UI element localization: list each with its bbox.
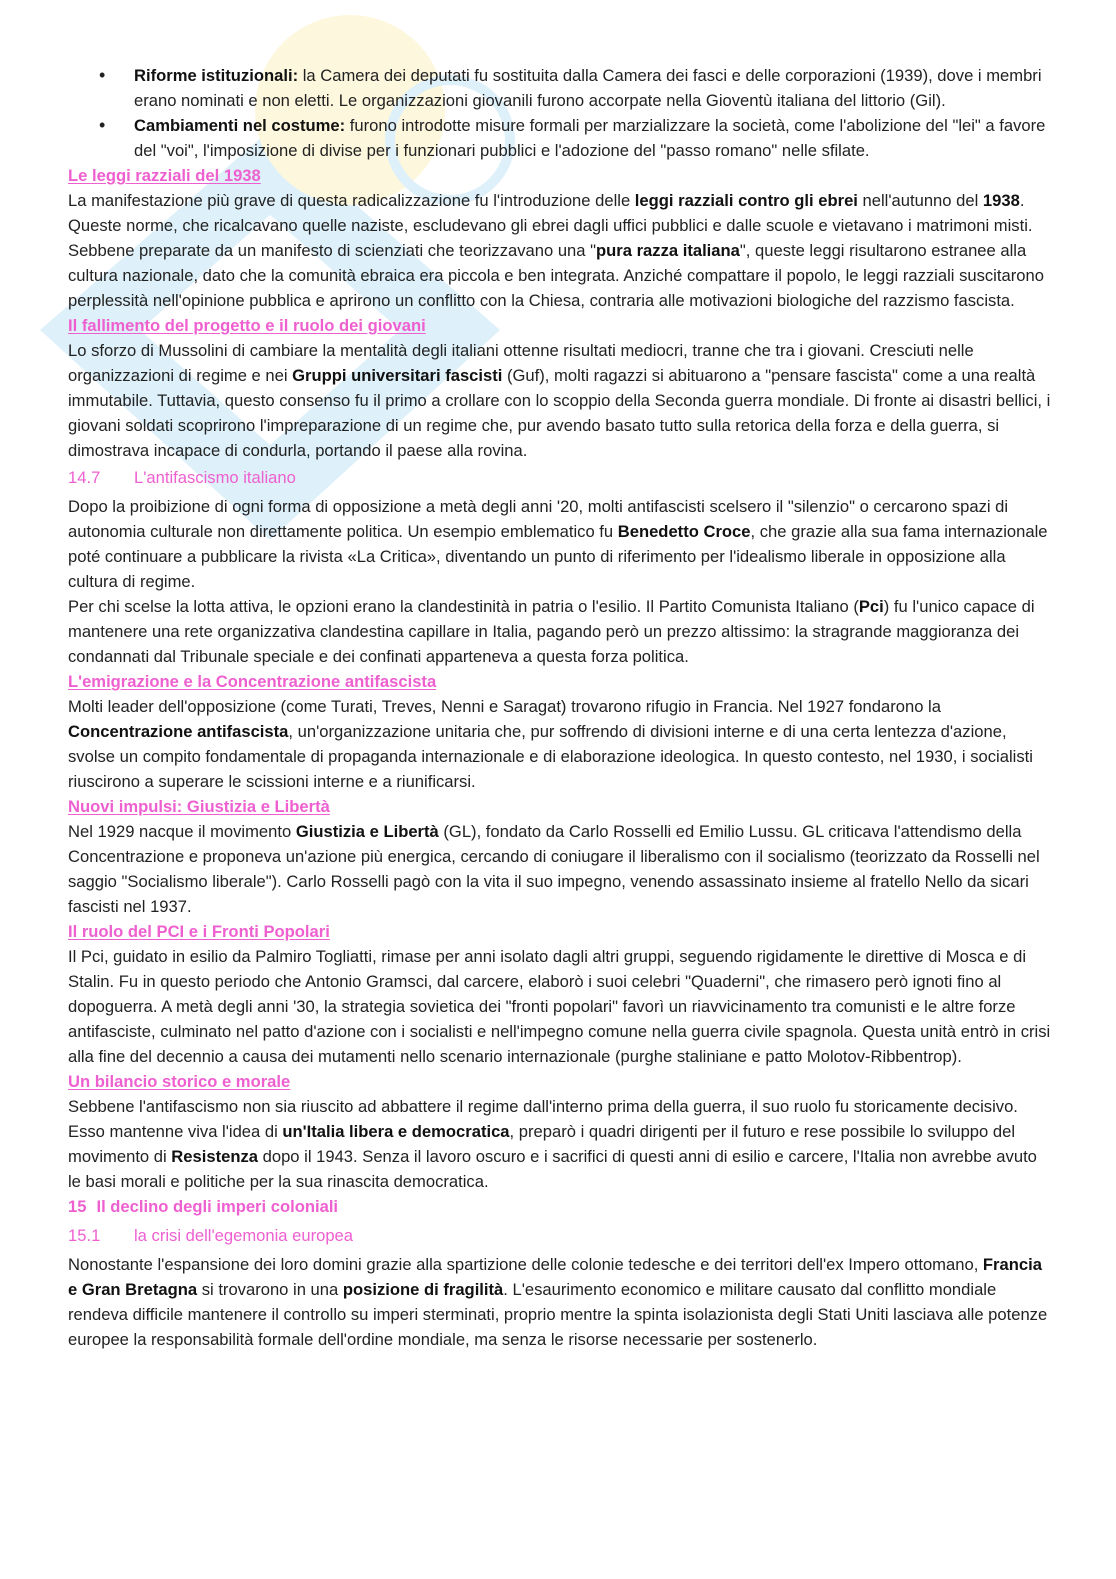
paragraph-crisi-egemonia: Nonostante l'espansione dei loro domini grazie alla spartizione delle colonie tedesche e dei territori dell'ex Impero ottomano, Francia e Gran Bretagna si trovarono in una posizione di fragilità. L'esaurimento economico e militare causato dal conflitto mondiale rendeva difficile mantenere il controllo su imperi sterminati, proprio mentre la spinta isolazionista degli Stati Uniti lasciava alle potenze europee la responsabilità formale dell'ordine mondiale, ma senza le risorse necessarie per sostenerlo.: [68, 1255, 1048, 1349]
document-content: [68, 63, 1054, 1352]
paragraph-giustizia-liberta: Nel 1929 nacque il movimento Giustizia e Libertà (GL), fondato da Carlo Rosselli ed Emilio Lussu. GL criticava l'attendismo della Concentrazione e proponeva un'azione più energica, cercando di coniugare il liberalismo con il socialismo (teorizzato da Rosselli nel saggio "Socialismo liberale"). Carlo Rosselli pagò con la vita il suo impegno, venendo assassinato insieme al fratello Nello da sicari fascisti nel 1937.: [68, 822, 1040, 916]
bullet-item: [134, 113, 1054, 163]
subheading-bilancio: Un bilancio storico e morale: [68, 1072, 291, 1091]
section-heading-14-7: [68, 465, 1054, 490]
chapter-title: Il declino degli imperi coloniali: [96, 1197, 339, 1216]
bullet-text: la Camera dei deputati fu sostituita dalla Camera dei fasci e delle corporazioni (1939), dove i membri erano nominati e non eletti. Le organizzazioni giovanili furono accorpate nella Gioventù italiana del littorio (Gil).: [134, 66, 1042, 110]
paragraph-pci: Il Pci, guidato in esilio da Palmiro Togliatti, rimase per anni isolato dagli altri gruppi, seguendo rigidamente le direttive di Mosca e di Stalin. Fu in questo periodo che Antonio Gramsci, dal carcere, elaborò i suoi celebri "Quaderni", che rimasero però ignoti fino al dopoguerra. A metà degli anni '30, la strategia sovietica dei "fronti popolari" favorì un riavvicinamento tra comunisti e le altre forze antifasciste, culminato nel patto d'azione con i socialisti e nell'impegno comune nella guerra civile spagnola. Questa unità entrò in crisi alla fine del decennio a causa dei mutamenti nello scenario internazionale (purghe staliniane e patto Molotov-Ribbentrop).: [68, 947, 1051, 1066]
paragraph-antifascismo-2: Per chi scelse la lotta attiva, le opzioni erano la clandestinità in patria o l'esilio. Il Partito Comunista Italiano (Pci) fu l'unico capace di mantenere una rete organizzativa clandestina capillare in Italia, pagando però un prezzo altissimo: la stragrande maggioranza dei condannati dal Tribunale speciale e dei confinati apparteneva a questa forza politica.: [68, 597, 1035, 666]
paragraph-leggi-razziali: La manifestazione più grave di questa radicalizzazione fu l'introduzione delle leggi razziali contro gli ebrei nell'autunno del 1938. Queste norme, che ricalcavano quelle naziste, escludevano gli ebrei dagli uffici pubblici e dalle scuole e vietavano i matrimoni misti. Sebbene preparate da un manifesto di scienziati che teorizzavano una "pura razza italiana", queste leggi risultarono estranee alla cultura nazionale, dato che la comunità ebraica era piccola e ben integrata. Anziché compattare il popolo, le leggi razziali suscitarono perplessità nell'opinione pubblica e aprirono un conflitto con la Chiesa, contraria alle motivazioni biologiche del razzismo fascista.: [68, 191, 1044, 310]
bullet-text: furono introdotte misure formali per marzializzare la società, come l'abolizione del "lei" a favore del "voi", l'imposizione di divise per i funzionari pubblici e l'adozione del "passo romano" nelle sfilate.: [134, 116, 1046, 160]
paragraph-fallimento: Lo sforzo di Mussolini di cambiare la mentalità degli italiani ottenne risultati mediocri, tranne che tra i giovani. Cresciuti nelle organizzazioni di regime e nei Gruppi universitari fascisti (Guf), molti ragazzi si abituarono a "pensare fascista" come a una realtà immutabile. Tuttavia, questo consenso fu il primo a crollare con lo scoppio della Seconda guerra mondiale. Di fronte ai disastri bellici, i giovani soldati scoprirono l'impreparazione di un regime che, pur avendo basato tutto sulla retorica della forza e della guerra, si dimostrava incapace di condurla, portando il paese alla rovina.: [68, 341, 1051, 460]
subheading-emigrazione: L'emigrazione e la Concentrazione antifascista: [68, 672, 437, 691]
section-title: L'antifascismo italiano: [134, 468, 296, 487]
paragraph-emigrazione: Molti leader dell'opposizione (come Turati, Treves, Nenni e Saragat) trovarono rifugio in Francia. Nel 1927 fondarono la Concentrazione antifascista, un'organizzazione unitaria che, pur soffrendo di divisioni interne e di una certa lentezza d'azione, svolse un compito fondamentale di propaganda internazionale e di elaborazione ideologica. In questo contesto, nel 1930, i socialisti riuscirono a superare le scissioni interne e a riunificarsi.: [68, 697, 1033, 791]
paragraph-bilancio: Sebbene l'antifascismo non sia riuscito ad abbattere il regime dall'interno prima della guerra, il suo ruolo fu storicamente decisivo. Esso mantenne viva l'idea di un'Italia libera e democratica, preparò i quadri dirigenti per il futuro e rese possibile lo sviluppo del movimento di Resistenza dopo il 1943. Senza il lavoro oscuro e i sacrifici di questi anni di esilio e carcere, l'Italia non avrebbe avuto le basi morali e politiche per la sua rinascita democratica.: [68, 1097, 1037, 1191]
chapter-number: 15: [68, 1197, 87, 1216]
section-number: 15.1: [68, 1226, 101, 1245]
subheading-fallimento: Il fallimento del progetto e il ruolo dei giovani: [68, 316, 426, 335]
section-heading-15-1: [68, 1223, 1054, 1248]
chapter-heading-15: [68, 1194, 1054, 1219]
subheading-giustizia-liberta: Nuovi impulsi: Giustizia e Libertà: [68, 797, 330, 816]
bullet-title: Riforme istituzionali:: [134, 66, 299, 85]
paragraph-antifascismo-1: Dopo la proibizione di ogni forma di opposizione a metà degli anni '20, molti antifascisti scelsero il "silenzio" o cercarono spazi di autonomia culturale non direttamente politica. Un esempio emblematico fu Benedetto Croce, che grazie alla sua fama internazionale poté continuare a pubblicare la rivista «La Critica», diventando un punto di riferimento per l'idealismo liberale in opposizione alla cultura di regime.: [68, 497, 1048, 591]
bullet-title: Cambiamenti nel costume:: [134, 116, 346, 135]
section-number: 14.7: [68, 468, 101, 487]
subheading-leggi-razziali: Le leggi razziali del 1938: [68, 166, 261, 185]
subheading-pci: Il ruolo del PCI e i Fronti Popolari: [68, 922, 330, 941]
bullet-list: [68, 63, 1054, 163]
bullet-item: [134, 63, 1054, 113]
section-title: la crisi dell'egemonia europea: [134, 1226, 354, 1245]
